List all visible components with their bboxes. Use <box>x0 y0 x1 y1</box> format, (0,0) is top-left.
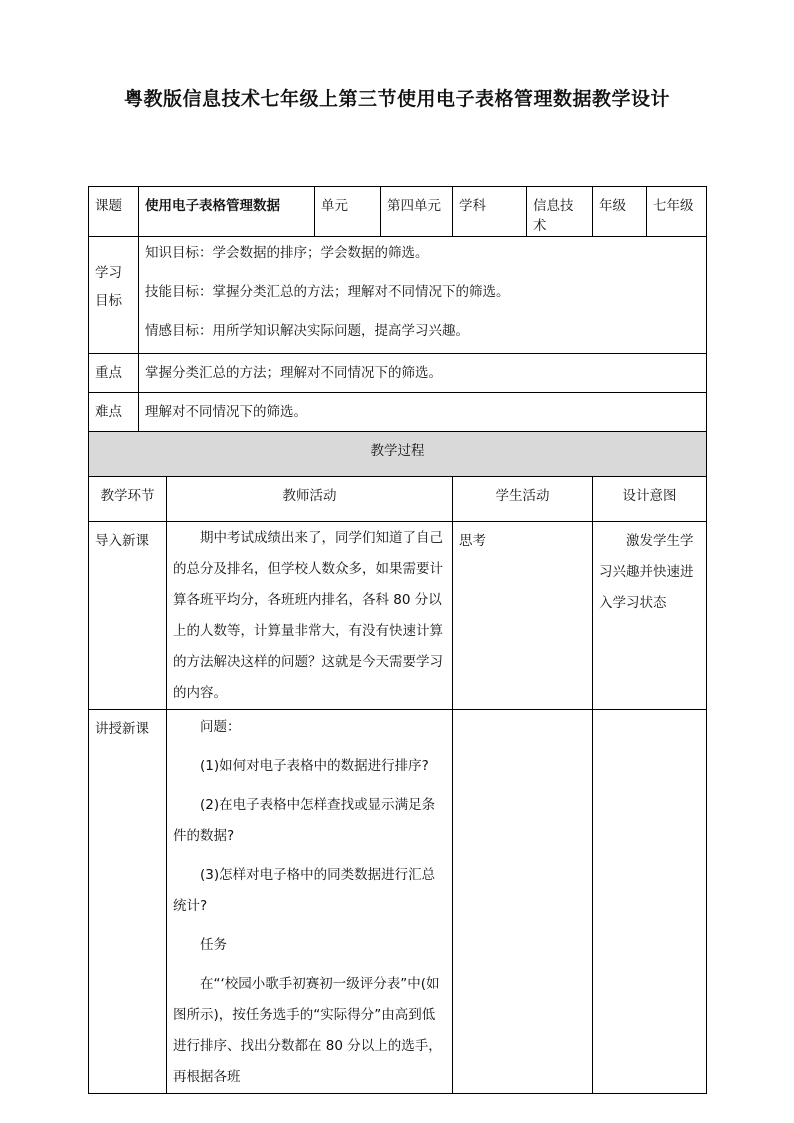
topic-label: 课题 <box>89 187 139 237</box>
info-row <box>89 187 707 237</box>
grade-value: 七年级 <box>647 187 707 237</box>
goal-emotion: 情感目标：用所学知识解决实际问题，提高学习兴趣。 <box>145 323 469 339</box>
unit-value: 第四单元 <box>381 187 453 237</box>
goal-skill: 技能目标：掌握分类汇总的方法；理解对不同情况下的筛选。 <box>145 284 510 300</box>
task-text: 在“‘校园小歌手初赛初一级评分表”中(如图所示)，按任务选手的“实际得分”由高到低进行排序、找出分数都在 80 分以上的选手，再根据各班 <box>173 976 442 1085</box>
col-teacher-header: 教师活动 <box>167 477 453 522</box>
key-point-label: 重点 <box>89 354 139 393</box>
teach-row <box>89 710 707 1094</box>
process-columns-row <box>89 477 707 522</box>
goals-row <box>89 237 707 354</box>
teach-teacher <box>167 710 453 1094</box>
grade-label: 年级 <box>593 187 647 237</box>
subject-label: 学科 <box>453 187 527 237</box>
teach-stage: 讲授新课 <box>89 710 167 1094</box>
intro-row <box>89 522 707 710</box>
task-label: 任务 <box>200 937 227 953</box>
intro-intent: 激发学生学习兴趣并快速进入学习状态 <box>593 522 707 710</box>
question-3: (3)怎样对电子格中的同类数据进行汇总统计? <box>173 867 436 914</box>
topic-value: 使用电子表格管理数据 <box>139 187 315 237</box>
goal-knowledge: 知识目标：学会数据的排序；学会数据的筛选。 <box>145 245 429 261</box>
intro-teacher: 期中考试成绩出来了，同学们知道了自己的总分及排名，但学校人数众多，如果需要计算各班平均分，各班班内排名，各科 80 分以上的人数等，计算量非常大，有没有快速计算的方法解决这样的问题？这就是今天需要学习的内容。 <box>167 522 453 710</box>
col-stage-header: 教学环节 <box>89 477 167 522</box>
subject-value: 信息技术 <box>527 187 593 237</box>
lesson-plan-table <box>88 186 707 1094</box>
process-header-row <box>89 432 707 477</box>
goals-label: 学习 目标 <box>89 237 139 354</box>
teach-intent <box>593 710 707 1094</box>
col-intent-header: 设计意图 <box>593 477 707 522</box>
key-point-value: 掌握分类汇总的方法；理解对不同情况下的筛选。 <box>139 354 707 393</box>
teach-student <box>453 710 593 1094</box>
question-2: (2)在电子表格中怎样查找或显示满足条件的数据? <box>173 797 436 844</box>
difficulty-label: 难点 <box>89 393 139 432</box>
difficulty-value: 理解对不同情况下的筛选。 <box>139 393 707 432</box>
unit-label: 单元 <box>315 187 381 237</box>
intro-student: 思考 <box>453 522 593 710</box>
col-student-header: 学生活动 <box>453 477 593 522</box>
question-1: (1)如何对电子表格中的数据进行排序? <box>200 758 429 774</box>
process-header: 教学过程 <box>89 432 707 477</box>
question-label: 问题： <box>200 719 241 735</box>
document-title: 粤教版信息技术七年级上第三节使用电子表格管理数据教学设计 <box>123 88 670 110</box>
key-point-row <box>89 354 707 393</box>
intro-stage: 导入新课 <box>89 522 167 710</box>
difficulty-row <box>89 393 707 432</box>
goals-content <box>139 237 707 354</box>
